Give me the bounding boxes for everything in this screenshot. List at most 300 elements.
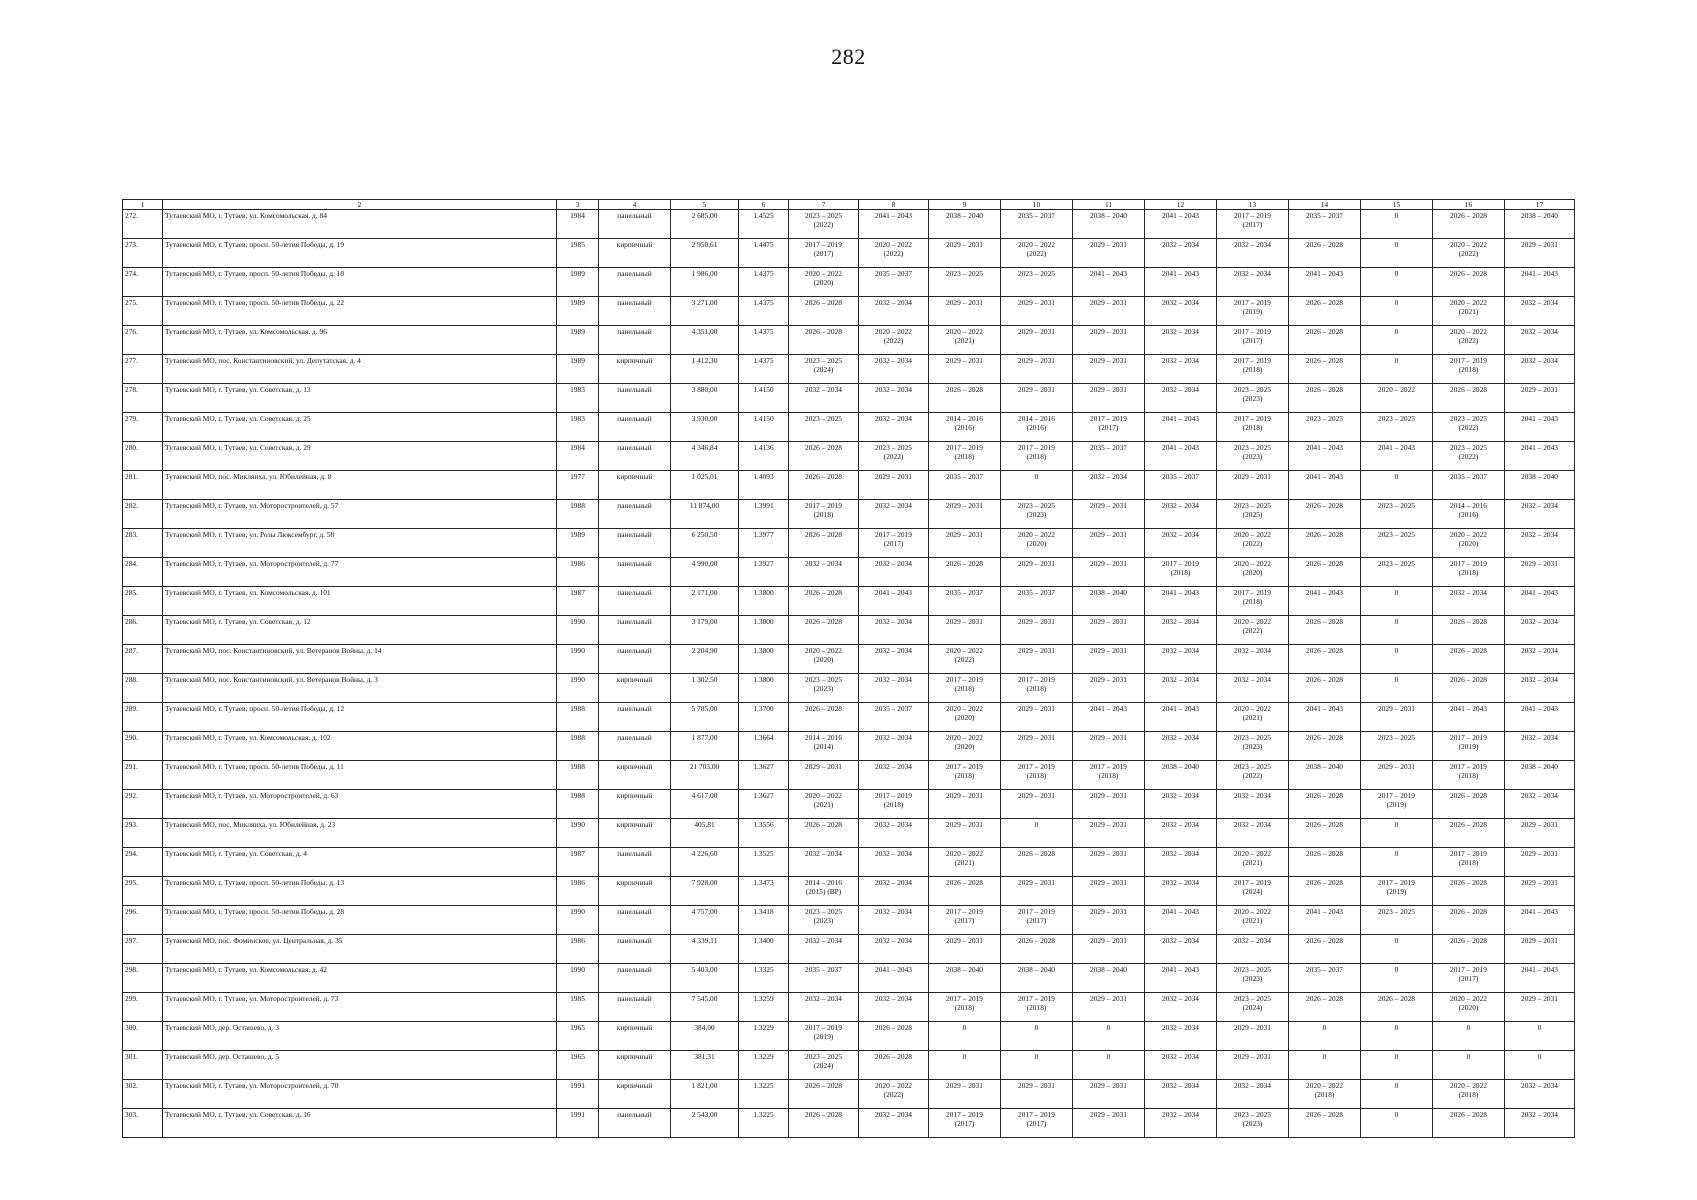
table-cell-col2: Тутаевский МО, г. Тутаев, ул. Комсомольская, д. 101: [163, 587, 557, 616]
table-cell-col1: 298.: [123, 964, 163, 993]
table-cell-col17: 2032 – 2034: [1505, 645, 1575, 674]
table-cell-col10: 2020 – 2022 (2022): [1001, 239, 1073, 268]
table-cell-col13: 2017 – 2019 (2019): [1217, 297, 1289, 326]
table-cell-col12: 2038 – 2040: [1145, 761, 1217, 790]
table-cell-col9: 2017 – 2019 (2017): [929, 1109, 1001, 1138]
table-row: [123, 442, 1575, 471]
table-row: [123, 645, 1575, 674]
table-cell-col4: панельный: [599, 1109, 671, 1138]
table-cell-col6: 1.4150: [739, 413, 789, 442]
table-cell-col4: панельный: [599, 384, 671, 413]
table-cell-col8: 2035 – 2037: [859, 703, 929, 732]
table-cell-col10: 2017 – 2019 (2018): [1001, 442, 1073, 471]
table-cell-col4: кирпичный: [599, 674, 671, 703]
table-cell-col1: 287.: [123, 645, 163, 674]
table-cell-col13: 2023 – 2025 (2023): [1217, 1109, 1289, 1138]
table-cell-col5: 3 179,00: [671, 616, 739, 645]
table-cell-col8: 2032 – 2034: [859, 674, 929, 703]
column-header-14: 14: [1289, 200, 1361, 210]
table-row: [123, 326, 1575, 355]
column-header-13: 13: [1217, 200, 1289, 210]
table-cell-col16: 0: [1433, 1051, 1505, 1080]
table-cell-col5: 1 821,00: [671, 1080, 739, 1109]
table-cell-col8: 2020 – 2022 (2022): [859, 326, 929, 355]
table-cell-col16: 2017 – 2019 (2018): [1433, 848, 1505, 877]
table-row: [123, 993, 1575, 1022]
table-cell-col7: 2026 – 2028: [789, 1080, 859, 1109]
table-cell-col15: 0: [1361, 326, 1433, 355]
column-header-8: 8: [859, 200, 929, 210]
table-cell-col7: 2023 – 2025 (2022): [789, 210, 859, 239]
table-cell-col17: 2032 – 2034: [1505, 355, 1575, 384]
table-cell-col12: 2032 – 2034: [1145, 529, 1217, 558]
table-cell-col17: 2038 – 2040: [1505, 761, 1575, 790]
table-cell-col4: кирпичный: [599, 239, 671, 268]
table-cell-col1: 294.: [123, 848, 163, 877]
table-cell-col17: 2029 – 2031: [1505, 848, 1575, 877]
table-cell-col13: 2023 – 2025 (2023): [1217, 442, 1289, 471]
table-cell-col16: 2026 – 2028: [1433, 268, 1505, 297]
table-cell-col16: 2017 – 2019 (2018): [1433, 761, 1505, 790]
table-cell-col8: 2041 – 2043: [859, 964, 929, 993]
table-cell-col8: 2032 – 2034: [859, 558, 929, 587]
table-cell-col12: 2041 – 2043: [1145, 964, 1217, 993]
table-cell-col9: 2029 – 2031: [929, 500, 1001, 529]
table-cell-col6: 1.3627: [739, 761, 789, 790]
table-cell-col1: 288.: [123, 674, 163, 703]
table-cell-col7: 2014 – 2016 (2014): [789, 732, 859, 761]
table-cell-col17: 2038 – 2040: [1505, 471, 1575, 500]
table-cell-col11: 2032 – 2034: [1073, 471, 1145, 500]
table-cell-col9: 2017 – 2019 (2018): [929, 761, 1001, 790]
table-cell-col5: 6 250,50: [671, 529, 739, 558]
table-row: [123, 1022, 1575, 1051]
table-cell-col5: 1 302,50: [671, 674, 739, 703]
table-cell-col10: 2029 – 2031: [1001, 732, 1073, 761]
table-row: [123, 558, 1575, 587]
table-cell-col12: 2032 – 2034: [1145, 1080, 1217, 1109]
table-cell-col5: 4 757,00: [671, 906, 739, 935]
table-cell-col14: 2026 – 2028: [1289, 355, 1361, 384]
table-row: [123, 529, 1575, 558]
table-cell-col6: 1.4375: [739, 268, 789, 297]
table-cell-col8: 2023 – 2025 (2022): [859, 442, 929, 471]
table-cell-col5: 4 990,00: [671, 558, 739, 587]
table-cell-col15: 0: [1361, 239, 1433, 268]
table-cell-col11: 2041 – 2043: [1073, 268, 1145, 297]
table-cell-col15: 2029 – 2031: [1361, 761, 1433, 790]
table-cell-col9: 2017 – 2019 (2018): [929, 442, 1001, 471]
table-cell-col1: 275.: [123, 297, 163, 326]
table-cell-col11: 2017 – 2019 (2018): [1073, 761, 1145, 790]
table-cell-col6: 1.3259: [739, 993, 789, 1022]
table-cell-col16: 2014 – 2016 (2016): [1433, 500, 1505, 529]
table-cell-col9: 2023 – 2025: [929, 268, 1001, 297]
table-cell-col8: 2032 – 2034: [859, 1109, 929, 1138]
table-cell-col9: 2029 – 2031: [929, 239, 1001, 268]
table-cell-col13: 2032 – 2034: [1217, 674, 1289, 703]
table-row: [123, 790, 1575, 819]
table-cell-col12: 2041 – 2043: [1145, 268, 1217, 297]
table-cell-col10: 0: [1001, 471, 1073, 500]
table-cell-col3: 1985: [557, 239, 599, 268]
table-cell-col10: 2029 – 2031: [1001, 645, 1073, 674]
table-cell-col2: Тутаевский МО, пос. Микляиха, ул. Юбилейная, д. 23: [163, 819, 557, 848]
table-cell-col7: 2020 – 2022 (2020): [789, 645, 859, 674]
table-cell-col13: 2017 – 2019 (2017): [1217, 326, 1289, 355]
table-cell-col2: Тутаевский МО, г. Тутаев, ул. Моторостроителей, д. 70: [163, 1080, 557, 1109]
table-cell-col9: 2017 – 2019 (2017): [929, 906, 1001, 935]
table-cell-col5: 4 226,60: [671, 848, 739, 877]
table-cell-col9: 2020 – 2022 (2020): [929, 732, 1001, 761]
table-cell-col17: 2029 – 2031: [1505, 819, 1575, 848]
table-cell-col6: 1.4475: [739, 239, 789, 268]
table-cell-col8: 2032 – 2034: [859, 413, 929, 442]
table-cell-col1: 291.: [123, 761, 163, 790]
table-cell-col8: 2020 – 2022 (2022): [859, 1080, 929, 1109]
table-cell-col6: 1.3664: [739, 732, 789, 761]
table-cell-col12: 2032 – 2034: [1145, 1109, 1217, 1138]
table-cell-col8: 2032 – 2034: [859, 877, 929, 906]
table-cell-col14: 2026 – 2028: [1289, 616, 1361, 645]
table-row: [123, 761, 1575, 790]
table-cell-col2: Тутаевский МО, пос. Фоминское, ул. Центральная, д. 35: [163, 935, 557, 964]
table-cell-col8: 2032 – 2034: [859, 761, 929, 790]
table-cell-col2: Тутаевский МО, г. Тутаев, просп. 50-летия Победы, д. 19: [163, 239, 557, 268]
table-cell-col15: 2023 – 2025: [1361, 732, 1433, 761]
table-cell-col16: 2026 – 2028: [1433, 935, 1505, 964]
table-cell-col5: 7 545,00: [671, 993, 739, 1022]
table-cell-col15: 0: [1361, 1051, 1433, 1080]
table-cell-col16: 2026 – 2028: [1433, 210, 1505, 239]
table-cell-col6: 1.4093: [739, 471, 789, 500]
table-cell-col17: 2032 – 2034: [1505, 674, 1575, 703]
table-row: [123, 877, 1575, 906]
table-cell-col11: 2029 – 2031: [1073, 384, 1145, 413]
table-cell-col6: 1.3991: [739, 500, 789, 529]
table-cell-col17: 2041 – 2043: [1505, 703, 1575, 732]
table-cell-col3: 1984: [557, 210, 599, 239]
table-cell-col4: кирпичный: [599, 761, 671, 790]
table-cell-col7: 2032 – 2034: [789, 384, 859, 413]
table-cell-col6: 1.3225: [739, 1109, 789, 1138]
table-cell-col4: кирпичный: [599, 877, 671, 906]
table-cell-col5: 2 204,90: [671, 645, 739, 674]
table-cell-col3: 1990: [557, 616, 599, 645]
table-cell-col16: 2017 – 2019 (2019): [1433, 732, 1505, 761]
table-cell-col15: 2020 – 2022: [1361, 384, 1433, 413]
table-cell-col3: 1990: [557, 645, 599, 674]
table-cell-col10: 2017 – 2019 (2017): [1001, 1109, 1073, 1138]
table-cell-col5: 11 874,00: [671, 500, 739, 529]
table-cell-col7: 2023 – 2025 (2024): [789, 355, 859, 384]
table-cell-col8: 2032 – 2034: [859, 500, 929, 529]
table-cell-col13: 2020 – 2022 (2021): [1217, 703, 1289, 732]
table-cell-col3: 1977: [557, 471, 599, 500]
table-cell-col7: 2020 – 2022 (2020): [789, 268, 859, 297]
table-cell-col2: Тутаевский МО, г. Тутаев, ул. Комсомольская, д. 96: [163, 326, 557, 355]
table-cell-col14: 0: [1289, 1051, 1361, 1080]
table-cell-col13: 2020 – 2022 (2021): [1217, 906, 1289, 935]
table-row: [123, 384, 1575, 413]
table-cell-col2: Тутаевский МО, г. Тутаев, ул. Комсомольская, д. 102: [163, 732, 557, 761]
table-cell-col17: 2041 – 2043: [1505, 413, 1575, 442]
table-cell-col3: 1988: [557, 703, 599, 732]
table-cell-col6: 1.3627: [739, 790, 789, 819]
table-cell-col4: кирпичный: [599, 471, 671, 500]
table-cell-col11: 2029 – 2031: [1073, 616, 1145, 645]
table-cell-col5: 3 930,00: [671, 413, 739, 442]
table-cell-col7: 2032 – 2034: [789, 935, 859, 964]
table-cell-col2: Тутаевский МО, пос. Микляиха, ул. Юбилейная, д. 8: [163, 471, 557, 500]
page-number: 282: [831, 44, 866, 69]
table-cell-col12: 2032 – 2034: [1145, 326, 1217, 355]
table-cell-col16: 2026 – 2028: [1433, 790, 1505, 819]
table-cell-col17: 2041 – 2043: [1505, 587, 1575, 616]
table-cell-col15: 2041 – 2043: [1361, 442, 1433, 471]
table-cell-col15: 0: [1361, 1080, 1433, 1109]
table-cell-col5: 2 685,00: [671, 210, 739, 239]
table-cell-col7: 2026 – 2028: [789, 1109, 859, 1138]
table-cell-col11: 2029 – 2031: [1073, 906, 1145, 935]
table-cell-col11: 2029 – 2031: [1073, 500, 1145, 529]
table-cell-col14: 2026 – 2028: [1289, 297, 1361, 326]
table-cell-col17: 0: [1505, 1022, 1575, 1051]
table-cell-col17: 2029 – 2031: [1505, 558, 1575, 587]
table-cell-col12: 2032 – 2034: [1145, 355, 1217, 384]
table-cell-col14: 2026 – 2028: [1289, 935, 1361, 964]
column-header-4: 4: [599, 200, 671, 210]
table-row: [123, 500, 1575, 529]
table-cell-col7: 2026 – 2028: [789, 587, 859, 616]
table-cell-col2: Тутаевский МО, пос. Константиновский, ул. Ветеранов Войны, д. 14: [163, 645, 557, 674]
table-cell-col2: Тутаевский МО, г. Тутаев, просп. 50-летия Победы, д. 13: [163, 877, 557, 906]
table-cell-col2: Тутаевский МО, г. Тутаев, ул. Советская, д. 4: [163, 848, 557, 877]
table-cell-col10: 2029 – 2031: [1001, 384, 1073, 413]
table-cell-col16: 2026 – 2028: [1433, 674, 1505, 703]
table-cell-col3: 1984: [557, 442, 599, 471]
table-cell-col17: 2029 – 2031: [1505, 935, 1575, 964]
table-cell-col7: 2035 – 2037: [789, 964, 859, 993]
table-cell-col17: 2032 – 2034: [1505, 616, 1575, 645]
table-cell-col16: 2026 – 2028: [1433, 819, 1505, 848]
table-cell-col15: 0: [1361, 210, 1433, 239]
column-header-6: 6: [739, 200, 789, 210]
table-cell-col4: панельный: [599, 993, 671, 1022]
table-cell-col8: 2026 – 2028: [859, 1051, 929, 1080]
table-cell-col1: 302.: [123, 1080, 163, 1109]
table-cell-col12: 2032 – 2034: [1145, 1051, 1217, 1080]
column-header-2: 2: [163, 200, 557, 210]
table-cell-col15: 0: [1361, 268, 1433, 297]
table-cell-col3: 1988: [557, 500, 599, 529]
table-cell-col14: 2026 – 2028: [1289, 819, 1361, 848]
table-cell-col15: 2023 – 2025: [1361, 906, 1433, 935]
table-cell-col17: 2038 – 2040: [1505, 210, 1575, 239]
table-row: [123, 239, 1575, 268]
table-cell-col3: 1987: [557, 587, 599, 616]
table-cell-col11: 0: [1073, 1051, 1145, 1080]
table-cell-col17: 2032 – 2034: [1505, 1080, 1575, 1109]
table-cell-col14: 2041 – 2043: [1289, 703, 1361, 732]
table-cell-col14: 2026 – 2028: [1289, 993, 1361, 1022]
table-cell-col17: 2029 – 2031: [1505, 384, 1575, 413]
table-row: [123, 210, 1575, 239]
table-cell-col1: 279.: [123, 413, 163, 442]
table-cell-col15: 0: [1361, 819, 1433, 848]
table-cell-col17: 2029 – 2031: [1505, 877, 1575, 906]
table-cell-col7: 2023 – 2025 (2023): [789, 674, 859, 703]
table-cell-col5: 7 928,00: [671, 877, 739, 906]
table-cell-col12: 2032 – 2034: [1145, 384, 1217, 413]
table-cell-col15: 0: [1361, 616, 1433, 645]
table-cell-col2: Тутаевский МО, г. Тутаев, просп. 50-летия Победы, д. 18: [163, 268, 557, 297]
table-cell-col13: 2023 – 2025 (2023): [1217, 384, 1289, 413]
table-cell-col3: 1988: [557, 761, 599, 790]
table-cell-col5: 2 171,00: [671, 587, 739, 616]
table-cell-col16: 2026 – 2028: [1433, 1109, 1505, 1138]
table-cell-col1: 274.: [123, 268, 163, 297]
table-cell-col1: 292.: [123, 790, 163, 819]
table-cell-col13: 2032 – 2034: [1217, 239, 1289, 268]
table-row: [123, 355, 1575, 384]
table-cell-col6: 1.3225: [739, 1080, 789, 1109]
column-header-12: 12: [1145, 200, 1217, 210]
table-cell-col12: 2032 – 2034: [1145, 819, 1217, 848]
table-cell-col9: 2026 – 2028: [929, 877, 1001, 906]
table-cell-col1: 283.: [123, 529, 163, 558]
table-cell-col3: 1986: [557, 935, 599, 964]
table-cell-col16: 0: [1433, 1022, 1505, 1051]
table-cell-col12: 2032 – 2034: [1145, 790, 1217, 819]
table-cell-col2: Тутаевский МО, г. Тутаев, просп. 50-летия Победы, д. 12: [163, 703, 557, 732]
table-cell-col5: 1 025,01: [671, 471, 739, 500]
table-cell-col12: 2032 – 2034: [1145, 848, 1217, 877]
column-header-15: 15: [1361, 200, 1433, 210]
table-cell-col16: 2041 – 2043: [1433, 703, 1505, 732]
table-cell-col3: 1987: [557, 848, 599, 877]
table-cell-col2: Тутаевский МО, г. Тутаев, ул. Моторостроителей, д. 73: [163, 993, 557, 1022]
table-cell-col4: панельный: [599, 587, 671, 616]
table-cell-col12: 2041 – 2043: [1145, 413, 1217, 442]
table-cell-col9: 2029 – 2031: [929, 819, 1001, 848]
table-cell-col9: 2029 – 2031: [929, 935, 1001, 964]
column-header-10: 10: [1001, 200, 1073, 210]
table-cell-col15: 2023 – 2025: [1361, 500, 1433, 529]
table-cell-col17: 2032 – 2034: [1505, 500, 1575, 529]
table-row: [123, 732, 1575, 761]
table-cell-col4: кирпичный: [599, 1022, 671, 1051]
table-cell-col6: 1.3400: [739, 935, 789, 964]
table-cell-col9: 2020 – 2022 (2021): [929, 326, 1001, 355]
table-cell-col4: панельный: [599, 297, 671, 326]
table-cell-col10: 2029 – 2031: [1001, 703, 1073, 732]
table-cell-col6: 1.3800: [739, 616, 789, 645]
table-cell-col3: 1988: [557, 732, 599, 761]
table-cell-col12: 2032 – 2034: [1145, 500, 1217, 529]
table-cell-col14: 2026 – 2028: [1289, 1109, 1361, 1138]
table-row: [123, 964, 1575, 993]
table-cell-col3: 1988: [557, 790, 599, 819]
table-cell-col9: 2035 – 2037: [929, 587, 1001, 616]
table-cell-col1: 273.: [123, 239, 163, 268]
table-cell-col3: 1986: [557, 558, 599, 587]
table-cell-col8: 2026 – 2028: [859, 1022, 929, 1051]
table-cell-col7: 2032 – 2034: [789, 558, 859, 587]
table-cell-col14: 2026 – 2028: [1289, 326, 1361, 355]
table-cell-col4: панельный: [599, 848, 671, 877]
table-cell-col16: 2026 – 2028: [1433, 645, 1505, 674]
table-cell-col9: 2017 – 2019 (2018): [929, 674, 1001, 703]
table-cell-col11: 2029 – 2031: [1073, 558, 1145, 587]
table-cell-col7: 2032 – 2034: [789, 993, 859, 1022]
table-cell-col3: 1990: [557, 674, 599, 703]
table-row: [123, 413, 1575, 442]
table-cell-col10: 2026 – 2028: [1001, 848, 1073, 877]
header-row: [123, 200, 1575, 210]
table-row: [123, 297, 1575, 326]
table-cell-col7: 2017 – 2019 (2017): [789, 239, 859, 268]
table-cell-col11: 2029 – 2031: [1073, 645, 1145, 674]
table-cell-col9: 2020 – 2022 (2022): [929, 645, 1001, 674]
table-row: [123, 703, 1575, 732]
table-cell-col12: 2032 – 2034: [1145, 1022, 1217, 1051]
table-cell-col10: 2029 – 2031: [1001, 326, 1073, 355]
table-cell-col10: 2014 – 2016 (2016): [1001, 413, 1073, 442]
table-cell-col8: 2032 – 2034: [859, 935, 929, 964]
table-cell-col15: 0: [1361, 297, 1433, 326]
table-cell-col14: 2041 – 2043: [1289, 906, 1361, 935]
table-row: [123, 471, 1575, 500]
table-cell-col8: 2020 – 2022 (2022): [859, 239, 929, 268]
table-cell-col5: 3 880,00: [671, 384, 739, 413]
table-row: [123, 616, 1575, 645]
table-cell-col5: 5 403,00: [671, 964, 739, 993]
table-cell-col8: 2017 – 2019 (2017): [859, 529, 929, 558]
table-cell-col2: Тутаевский МО, г. Тутаев, ул. Советская, д. 16: [163, 1109, 557, 1138]
table-cell-col2: Тутаевский МО, г. Тутаев, просп. 50-летия Победы, д. 11: [163, 761, 557, 790]
table-cell-col10: 2017 – 2019 (2018): [1001, 993, 1073, 1022]
table-cell-col16: 2020 – 2022 (2018): [1433, 1080, 1505, 1109]
table-cell-col16: 2032 – 2034: [1433, 587, 1505, 616]
table-cell-col13: 2020 – 2022 (2022): [1217, 616, 1289, 645]
table-row: [123, 935, 1575, 964]
table-cell-col3: 1989: [557, 268, 599, 297]
table-cell-col3: 1989: [557, 355, 599, 384]
table-cell-col2: Тутаевский МО, г. Тутаев, ул. Моторостроителей, д. 57: [163, 500, 557, 529]
column-header-9: 9: [929, 200, 1001, 210]
table-cell-col12: 2032 – 2034: [1145, 674, 1217, 703]
table-cell-col15: 0: [1361, 964, 1433, 993]
table-cell-col3: 1983: [557, 384, 599, 413]
table-cell-col15: 0: [1361, 355, 1433, 384]
table-cell-col10: 0: [1001, 1051, 1073, 1080]
table-cell-col17: 2032 – 2034: [1505, 732, 1575, 761]
table-cell-col6: 1.3229: [739, 1022, 789, 1051]
table-cell-col4: панельный: [599, 210, 671, 239]
table-cell-col16: 2017 – 2019 (2017): [1433, 964, 1505, 993]
table-row: [123, 906, 1575, 935]
table-cell-col15: 2029 – 2031: [1361, 703, 1433, 732]
table-cell-col2: Тутаевский МО, г. Тутаев, ул. Советская, д. 29: [163, 442, 557, 471]
table-cell-col17: 2032 – 2034: [1505, 297, 1575, 326]
table-cell-col17: 2029 – 2031: [1505, 239, 1575, 268]
table-cell-col3: 1989: [557, 529, 599, 558]
table-cell-col1: 295.: [123, 877, 163, 906]
table-cell-col9: 2020 – 2022 (2020): [929, 703, 1001, 732]
table-cell-col12: 2041 – 2043: [1145, 703, 1217, 732]
table-cell-col10: 0: [1001, 819, 1073, 848]
